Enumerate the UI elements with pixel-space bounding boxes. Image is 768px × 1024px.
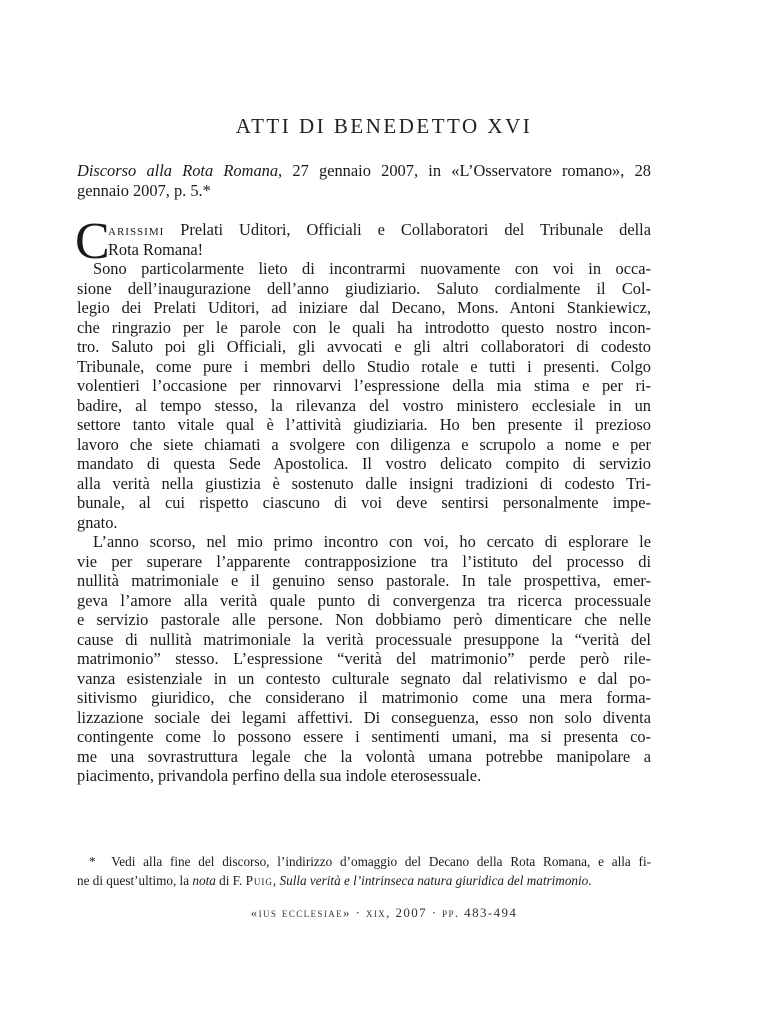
footnote-text-2b: di F.: [215, 873, 246, 888]
salutation-line-1: [77, 220, 651, 240]
salutation-rest: Prelati Uditori, Officiali e Collaboratori del Tribunale della: [164, 220, 651, 239]
text-line: badire, al tempo stesso, la rilevanza del vostro ministero ecclesiale in un: [77, 395, 651, 415]
text-line: alla verità nella giustizia è sostenuto dalle insigni tradizioni di codesto Tri-: [77, 473, 651, 493]
footnote-text-end: .: [588, 873, 592, 888]
body-text: [75, 213, 651, 786]
text-line: sione dell’inaugurazione dell’anno giudiziario. Saluto cordialmente il Col-: [77, 278, 651, 298]
text-line: Tribunale, come pure i membri dello Studio rotale e tutti i presenti. Colgo: [77, 356, 651, 376]
text-line: e servizio pastorale alle persone. Non dobbiamo però dimenticare che nelle: [77, 610, 651, 629]
footnote-text-2a: ne di quest’ultimo, la: [77, 873, 193, 888]
footnote-text-1: Vedi alla fine del discorso, l’indirizzo d’omaggio del Decano della Rota Romana, e alla fi-: [111, 854, 652, 869]
text-line: bunale, al cui rispetto ciascuno di voi deve sentirsi personalmente impe-: [77, 493, 651, 512]
text-line: sitivismo giuridico, che considerano il matrimonio come una mera forma-: [77, 688, 651, 707]
text-line: Sono particolarmente lieto di incontrarmi nuovamente con voi in occa-: [93, 259, 651, 278]
text-line: nullità matrimoniale e il genuino senso pastorale. In tale prospettiva, emer-: [77, 571, 651, 590]
text-line: che ringrazio per le parole con le quali ha introdotto questo nostro incon-: [77, 317, 651, 337]
source-citation: [77, 160, 651, 199]
salutation-smallcaps: arissimi: [108, 220, 165, 239]
text-line: contingente come lo possono essere i sentimenti umani, ma si presenta co-: [77, 727, 651, 746]
text-line: settore tanto vitale qual è l’attività giudiziaria. Ho ben presente il prezioso: [77, 415, 651, 434]
running-title: ATTI DI BENEDETTO XVI: [235, 114, 533, 138]
salutation-line-2: Rota Romana!: [108, 239, 204, 259]
journal-footer: «ius ecclesiae» · xix, 2007 · pp. 483-494: [250, 905, 518, 920]
text-line: tro. Saluto poi gli Officiali, gli avvocati e gli altri collaboratori di codesto: [77, 337, 651, 356]
citation-title: Discorso alla Rota Romana: [77, 161, 279, 180]
footnote-text-2c: ,: [272, 873, 280, 888]
citation-details: , 27 gennaio 2007, in «L’Osservatore romano», 28: [278, 161, 651, 180]
text-line: piacimento, privandola perfino della sua indole eterosessuale.: [77, 766, 482, 785]
text-line: mandato di questa Sede Apostolica. Il vostro delicato compito di servizio: [77, 454, 651, 473]
text-line: vanza esistenziale in un contesto culturale segnato dal relativismo e dal po-: [77, 668, 651, 688]
footnote-nota: nota: [192, 873, 216, 888]
footnote-author: Puig: [245, 873, 273, 888]
drop-cap: C: [75, 213, 110, 270]
text-line: cause di nullità matrimoniale la verità processuale presuppone la “verità del: [77, 629, 651, 649]
text-line: L’anno scorso, nel mio primo incontro con voi, ho cercato di esplorare le: [93, 532, 651, 551]
footnote-line-1: [77, 852, 651, 871]
text-line: me una sovrastruttura legale che la volontà umana potrebbe manipolare a: [77, 746, 651, 766]
text-line: geva l’amore alla verità quale punto di convergenza tra ricerca processuale: [77, 590, 651, 610]
footnote: [77, 852, 651, 890]
text-line: gnato.: [77, 512, 118, 532]
footnote-marker: *: [89, 854, 96, 869]
text-line: lizzazione sociale dei legami affettivi. Di conseguenza, esso non solo diventa: [77, 707, 651, 727]
text-line: matrimonio” stesso. L’espressione “verità del matrimonio” perde però rile-: [77, 649, 651, 668]
text-line: lavoro che siete chiamati a svolgere con diligenza e scrupolo a nome e per: [77, 434, 651, 454]
footnote-line-2: [77, 871, 651, 890]
paragraph-2: [77, 532, 651, 786]
footnote-work-title: Sulla verità e l’intrinseca natura giuridica del matrimonio: [279, 873, 589, 888]
paragraph-1: [77, 259, 651, 532]
text-line: volentieri l’occasione per rinnovarvi l’espressione della mia stima e per ri-: [77, 376, 651, 395]
text-line: vie per superare l’apparente contrapposizione tra l’istituto del processo di: [77, 551, 651, 571]
text-line: legio dei Prelati Uditori, ad iniziare dal Decano, Mons. Antoni Stankiewicz,: [77, 298, 651, 317]
citation-line-2: gennaio 2007, p. 5.*: [77, 180, 211, 200]
